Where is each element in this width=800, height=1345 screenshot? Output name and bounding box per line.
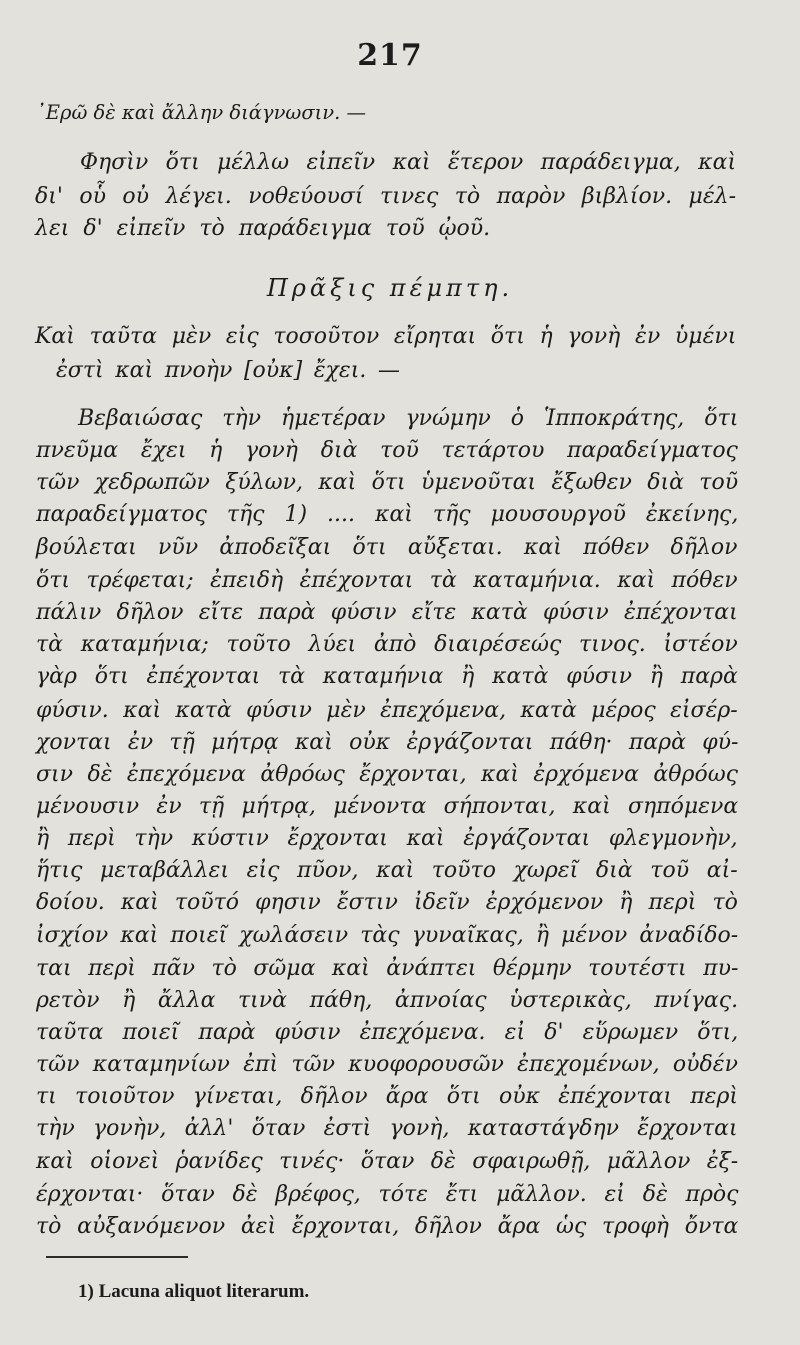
text-line: σιν δὲ ἐπεχόμενα ἀθρόως ἔρχονται, καὶ ἐρχόμενα ἀθρόως	[36, 762, 738, 787]
section-heading: Πρᾶξις πέμπτη.	[266, 274, 514, 302]
text-line: γὰρ ὅτι ἐπέχονται τὰ καταμήνια ἢ κατὰ φύσιν ἢ παρὰ	[36, 664, 738, 689]
text-line: φύσιν. καὶ κατὰ φύσιν μὲν ἐπεχόμενα, κατὰ μέρος εἰσέρ-	[36, 698, 738, 723]
page-number: 217	[357, 38, 423, 73]
text-line: Καὶ ταῦτα μὲν εἰς τοσοῦτον εἴρηται ὅτι ἡ γονὴ ἐν ὑμένι	[35, 324, 737, 349]
text-line: παραδείγματος τῆς 1) .... καὶ τῆς μουσουργοῦ ἐκείνης,	[36, 502, 739, 527]
text-line: Βεβαιώσας τὴν ἡμετέραν γνώμην ὁ Ἱπποκράτης, ὅτι	[78, 406, 739, 431]
text-line: τι τοιοῦτον γίνεται, δῆλον ἄρα ὅτι οὐκ ἐπέχονται περὶ	[36, 1084, 739, 1109]
text-line: ᾿Ερῶ δὲ καὶ ἄλλην διάγνωσιν. —	[36, 101, 367, 124]
text-line: ἐστὶ καὶ πνοὴν [οὐκ] ἔχει. —	[56, 358, 400, 383]
text-line: βούλεται νῦν ἀποδεῖξαι ὅτι αὔξεται. καὶ πόθεν δῆλον	[36, 535, 738, 560]
text-line: τὴν γονὴν, ἀλλ' ὅταν ἐστὶ γονὴ, καταστάγδην ἔρχονται	[36, 1116, 738, 1141]
text-line: μένουσιν ἐν τῇ μήτρᾳ, μένοντα σήπονται, καὶ σηπόμενα	[36, 794, 739, 819]
footnote: 1) Lacuna aliquot literarum.	[78, 1281, 310, 1302]
text-line: τῶν καταμηνίων ἐπὶ τῶν κυοφορουσῶν ἐπεχομένων, οὐδέν	[36, 1052, 738, 1077]
text-line: ἰσχίον καὶ ποιεῖ χωλάσειν τὰς γυναῖκας, ἢ μένον ἀναδίδο-	[36, 923, 739, 948]
text-line: ἥτις μεταβάλλει εἰς πῦον, καὶ τοῦτο χωρεῖ διὰ τοῦ αἰ-	[36, 858, 738, 883]
text-line: ἢ περὶ τὴν κύστιν ἔρχονται καὶ ἐργάζονται φλεγμονὴν,	[36, 826, 738, 851]
text-line: τὰ καταμήνια; τοῦτο λύει ἀπὸ διαιρέσεώς τινος. ἰστέον	[36, 632, 738, 657]
text-line: πάλιν δῆλον εἴτε παρὰ φύσιν εἴτε κατὰ φύσιν ἐπέχονται	[36, 600, 738, 625]
text-line: τὸ αὐξανόμενον ἀεὶ ἔρχονται, δῆλον ἄρα ὡς τροφὴ ὄντα	[36, 1214, 739, 1239]
text-line: χονται ἐν τῇ μήτρᾳ καὶ οὐκ ἐργάζονται πάθη· παρὰ φύ-	[36, 730, 739, 755]
text-line: ρετὸν ἢ ἄλλα τινὰ πάθη, ἀπνοίας ὑστερικὰς, πνίγας.	[36, 988, 739, 1013]
text-line: λει δ' εἰπεῖν τὸ παράδειγμα τοῦ ᾠοῦ.	[35, 216, 491, 241]
text-line: δοίου. καὶ τοῦτό φησιν ἔστιν ἰδεῖν ἐρχόμενον ἢ περὶ τὸ	[36, 890, 738, 915]
text-line: δι' οὗ οὐ λέγει. νοθεύουσί τινες τὸ παρὸν βιβλίον. μέλ-	[35, 184, 737, 209]
text-line: Φησὶν ὅτι μέλλω εἰπεῖν καὶ ἕτερον παράδειγμα, καὶ	[80, 150, 737, 175]
text-line: ταῦτα ποιεῖ παρὰ φύσιν ἐπεχόμενα. εἰ δ' εὕρωμεν ὅτι,	[36, 1020, 739, 1045]
text-line: τῶν χεδρωπῶν ξύλων, καὶ ὅτι ὑμενοῦται ἔξωθεν διὰ τοῦ	[36, 470, 739, 495]
text-line: έρχονται· ὅταν δὲ βρέφος, τότε ἔτι μᾶλλον. εἰ δὲ πρὸς	[36, 1182, 739, 1207]
text-line: ται περὶ πᾶν τὸ σῶμα καὶ ἀνάπτει θέρμην τουτέστι πυ-	[36, 956, 739, 981]
footnote-rule	[46, 1256, 188, 1258]
text-line: ὅτι τρέφεται; ἐπειδὴ ἐπέχονται τὰ καταμήνια. καὶ πόθεν	[36, 568, 738, 593]
text-line: πνεῦμα ἔχει ἡ γονὴ διὰ τοῦ τετάρτου παραδείγματος	[36, 438, 738, 463]
text-line: καὶ οἱονεὶ ῥανίδες τινές· ὅταν δὲ σφαιρωθῇ, μᾶλλον ἐξ-	[36, 1149, 739, 1174]
